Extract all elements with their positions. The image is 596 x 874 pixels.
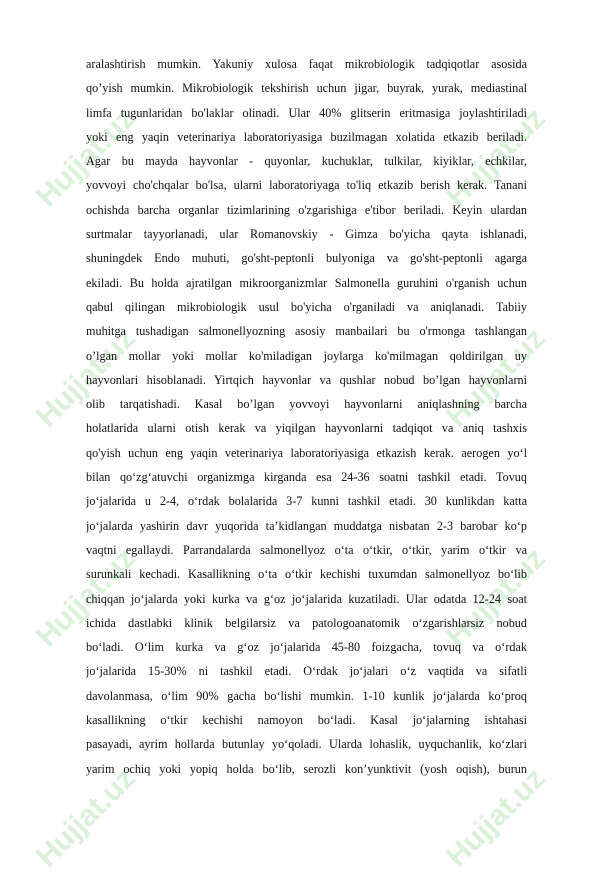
text-line: surtmalar tayyorlanadi, ular Romanovskiy - Gimza bo'yicha qayta ishlanadi,: [86, 227, 527, 242]
text-line: davolanmasa, o‘lim 90% gacha bo‘lishi mumkin. 1-10 kunlik jo‘jalarda ko‘proq: [86, 688, 527, 703]
text-line: ochishda barcha organlar tizimlarining o'zgarishiga e'tibor beriladi. Keyin ulardan: [86, 202, 527, 217]
text-line: aralashtirish mumkin. Yakuniy xulosa faqat mikrobiologik tadqiqotlar asosida: [86, 57, 527, 71]
text-line: yoki eng yaqin veterinariya laboratoriyasiga buzilmagan xolatida etkazib beriladi.: [86, 129, 527, 144]
watermark-text: Hujjat.uz: [440, 541, 552, 654]
text-line: jo‘jalarda yashirin davr yuqorida ta’kidlangan muddatga nisbatan 2-3 barobar ko‘p: [86, 518, 527, 533]
text-line: o’lgan mollar yoki mollar ko'miladigan joylarga ko'milmagan qoldirilgan uy: [86, 348, 527, 363]
text-line: qo'yish uchun eng yaqin veterinariya laboratoriyasiga etkazish kerak. aerogen yo‘l: [86, 445, 527, 460]
text-line: olib tarqatishadi. Kasal bo’lgan yovvoyi hayvonlarni aniqlashning barcha: [86, 397, 527, 412]
text-line: qo’yish mumkin. Mikrobiologik tekshirish uchun jigar, buyrak, yurak, mediastinal: [86, 81, 527, 96]
text-line: pasayadi, ayrim hollarda butunlay yo‘qoladi. Ularda lohaslik, uyquchanlik, ko‘zlari: [86, 737, 527, 752]
text-line: ekiladi. Bu holda ajratilgan mikroorganizmlar Salmonella guruhini o'rganish uchun: [86, 275, 527, 290]
text-line: shuningdek Endo muhuti, go'sht-peptonli bulyoniga va go'sht-peptonli agarga: [86, 251, 527, 266]
text-line: yovvoyi cho'chqalar bo'lsa, ularni laboratoriyaga to'liq etkazib berish kerak. Tanani: [86, 178, 527, 193]
text-line: chiqqan jo‘jalarda yoki kurka va g‘oz jo‘jalarida kuzatiladi. Ular odatda 12-24 soat: [86, 591, 527, 606]
watermark-text: Hujjat.uz: [440, 761, 552, 874]
text-line: vaqtni egallaydi. Parrandalarda salmonellyoz o‘ta o‘tkir, o‘tkir, yarim o‘tkir va: [86, 542, 527, 557]
text-line: yarim ochiq yoki yopiq holda bo‘lib, serozli kon’yunktivit (yosh oqish), burun: [86, 761, 527, 776]
text-line: hayvonlari hisoblanadi. Yirtqich hayvonlar va qushlar nobud bo’lgan hayvonlarni: [86, 372, 527, 387]
text-line: bo‘ladi. O‘lim kurka va g‘oz jo‘jalarida 45-80 foizgacha, tovuq va o‘rdak: [86, 640, 527, 655]
watermark-text: Hujjat.uz: [440, 321, 552, 434]
text-line: jo‘jalarida u 2-4, o‘rdak bolalarida 3-7 kunni tashkil etadi. 30 kunlikdan katta: [86, 494, 527, 509]
watermark-text: Hujjat.uz: [30, 761, 142, 874]
watermark-text: Hujjat.uz: [30, 101, 142, 214]
text-line: bilan qo‘zg‘atuvchi organizmga kirganda esa 24-36 soatni tashkil etadi. Tovuq: [86, 470, 527, 485]
text-line: muhitga tushadigan salmonellyozning asosiy manbailari bu o'rmonga tashlangan: [86, 324, 527, 339]
text-line: limfa tugunlaridan bo'laklar olinadi. Ular 40% glitserin eritmasiga joylashtiriladi: [86, 105, 527, 120]
text-line: kasallikning o‘tkir kechishi namoyon bo‘ladi. Kasal jo‘jalarning ishtahasi: [86, 713, 527, 728]
watermark-text: Hujjat.uz: [30, 321, 142, 434]
text-line: Agar bu mayda hayvonlar - quyonlar, kuchuklar, tulkilar, kiyiklar, echkilar,: [86, 154, 527, 169]
watermark-text: Hujjat.uz: [30, 541, 142, 654]
watermark-text: Hujjat.uz: [440, 101, 552, 214]
document-page: [86, 52, 527, 781]
text-line: ichida dastlabki klinik belgilarsiz va patologoanatomik o‘zgarishlarsiz nobud: [86, 615, 527, 630]
body-paragraph: [86, 52, 527, 781]
text-line: qabul qilingan mikrobiologik usul bo'yicha o'rganiladi va aniqlanadi. Tabiiy: [86, 299, 527, 314]
text-line: holatlarida ularni otish kerak va yiqilgan hayvonlarni tadqiqot va aniq tashxis: [86, 421, 527, 436]
text-line: jo‘jalarida 15-30% ni tashkil etadi. O‘rdak jo‘jalari o‘z vaqtida va sifatli: [86, 664, 527, 679]
text-line: surunkali kechadi. Kasallikning o‘ta o‘tkir kechishi tuxumdan salmonellyoz bo‘lib: [86, 567, 527, 582]
